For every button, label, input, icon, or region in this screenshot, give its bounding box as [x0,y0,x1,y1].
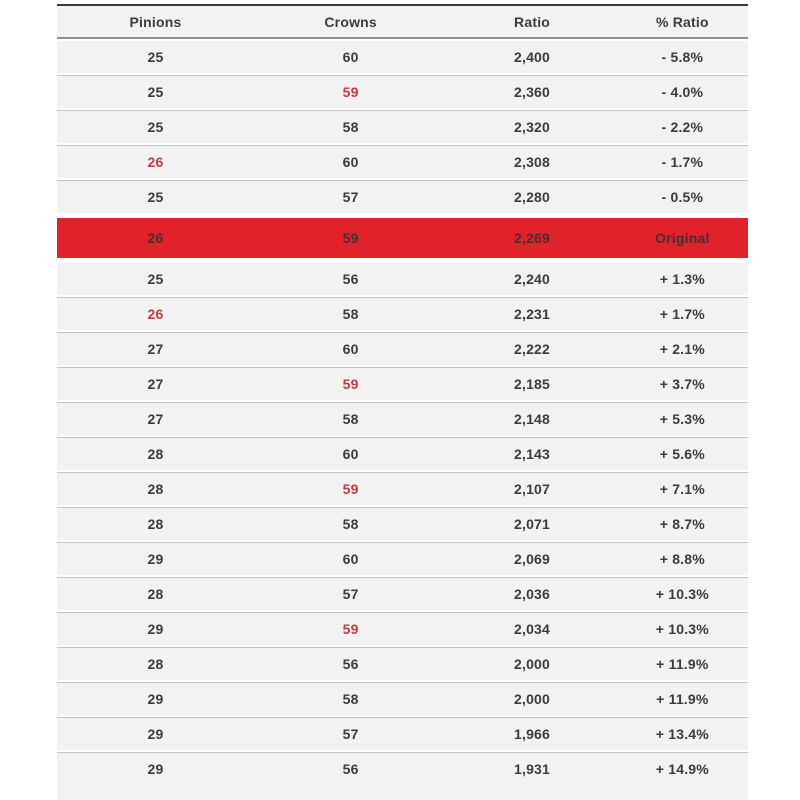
cell-ratio: 1,966 [447,717,616,752]
gear-ratio-table [57,4,748,800]
cell-pct: + 8.7% [617,507,748,542]
cell-pinions: 27 [57,402,254,437]
cell-ratio: 2,000 [447,682,616,717]
table-body [57,39,748,800]
cell-crowns: 60 [254,39,447,75]
cell-pinions: 28 [57,507,254,542]
table-row [57,472,748,507]
cell-pinions: 25 [57,39,254,75]
cell-pct: + 10.3% [617,577,748,612]
cell-pinions: 28 [57,577,254,612]
table-row [57,297,748,332]
table-row [57,110,748,145]
table-row [57,437,748,472]
cell-pct: + 5.3% [617,402,748,437]
table-row [57,180,748,215]
table-row [57,577,748,612]
cell-pinions: 28 [57,472,254,507]
cell-pct: - 4.0% [617,75,748,110]
cell-pct: + 5.6% [617,437,748,472]
cell-ratio: 2,269 [447,215,616,261]
table-row [57,367,748,402]
table-row [57,75,748,110]
cell-pinions: 25 [57,261,254,297]
cell-crowns: 59 [254,75,447,110]
cell-ratio: 2,280 [447,180,616,215]
highlighted-original-row [57,215,748,261]
table-row [57,332,748,367]
cell-ratio: 2,400 [447,39,616,75]
table-row [57,752,748,800]
cell-pct: - 0.5% [617,180,748,215]
column-header-pct-ratio: % Ratio [617,6,748,39]
table-row [57,145,748,180]
cell-crowns: 59 [254,472,447,507]
cell-pinions: 25 [57,75,254,110]
cell-crowns: 56 [254,261,447,297]
cell-pinions: 26 [57,215,254,261]
gear-ratio-table-container [57,4,748,800]
table-row [57,612,748,647]
table-row [57,261,748,297]
cell-crowns: 58 [254,507,447,542]
cell-ratio: 2,143 [447,437,616,472]
cell-pct: Original [617,215,748,261]
cell-pinions: 25 [57,180,254,215]
cell-ratio: 2,240 [447,261,616,297]
cell-pct: - 2.2% [617,110,748,145]
cell-ratio: 2,185 [447,367,616,402]
cell-ratio: 2,107 [447,472,616,507]
cell-crowns: 57 [254,180,447,215]
cell-pinions: 29 [57,752,254,800]
cell-pct: + 2.1% [617,332,748,367]
cell-pct: + 3.7% [617,367,748,402]
cell-ratio: 2,320 [447,110,616,145]
cell-pct: + 1.7% [617,297,748,332]
cell-pinions: 29 [57,542,254,577]
cell-ratio: 2,231 [447,297,616,332]
cell-ratio: 2,148 [447,402,616,437]
cell-crowns: 57 [254,717,447,752]
cell-pct: + 7.1% [617,472,748,507]
cell-pinions: 29 [57,612,254,647]
cell-ratio: 2,222 [447,332,616,367]
cell-crowns: 56 [254,752,447,800]
cell-pinions: 27 [57,332,254,367]
cell-pct: + 13.4% [617,717,748,752]
cell-crowns: 56 [254,647,447,682]
table-row [57,402,748,437]
column-header-pinions: Pinions [57,6,254,39]
cell-pct: + 11.9% [617,647,748,682]
cell-ratio: 2,071 [447,507,616,542]
cell-crowns: 58 [254,297,447,332]
cell-crowns: 60 [254,145,447,180]
table-row [57,542,748,577]
table-row [57,717,748,752]
cell-pinions: 26 [57,297,254,332]
cell-pct: - 1.7% [617,145,748,180]
cell-ratio: 1,931 [447,752,616,800]
cell-ratio: 2,069 [447,542,616,577]
table-row [57,39,748,75]
cell-pct: - 5.8% [617,39,748,75]
column-header-crowns: Crowns [254,6,447,39]
table-header [57,6,748,39]
cell-pct: + 11.9% [617,682,748,717]
table-row [57,647,748,682]
cell-ratio: 2,000 [447,647,616,682]
cell-crowns: 59 [254,215,447,261]
cell-crowns: 58 [254,402,447,437]
cell-pinions: 29 [57,717,254,752]
column-header-ratio: Ratio [447,6,616,39]
cell-ratio: 2,360 [447,75,616,110]
cell-crowns: 60 [254,332,447,367]
cell-pct: + 14.9% [617,752,748,800]
cell-crowns: 59 [254,367,447,402]
cell-pinions: 27 [57,367,254,402]
cell-pct: + 1.3% [617,261,748,297]
cell-crowns: 57 [254,577,447,612]
cell-ratio: 2,036 [447,577,616,612]
table-row [57,682,748,717]
cell-ratio: 2,308 [447,145,616,180]
cell-ratio: 2,034 [447,612,616,647]
cell-crowns: 60 [254,437,447,472]
cell-pinions: 29 [57,682,254,717]
cell-pct: + 10.3% [617,612,748,647]
cell-pinions: 28 [57,647,254,682]
cell-pinions: 26 [57,145,254,180]
cell-crowns: 59 [254,612,447,647]
header-row [57,6,748,39]
cell-pct: + 8.8% [617,542,748,577]
table-row [57,507,748,542]
cell-crowns: 58 [254,682,447,717]
cell-crowns: 60 [254,542,447,577]
cell-pinions: 28 [57,437,254,472]
cell-pinions: 25 [57,110,254,145]
cell-crowns: 58 [254,110,447,145]
